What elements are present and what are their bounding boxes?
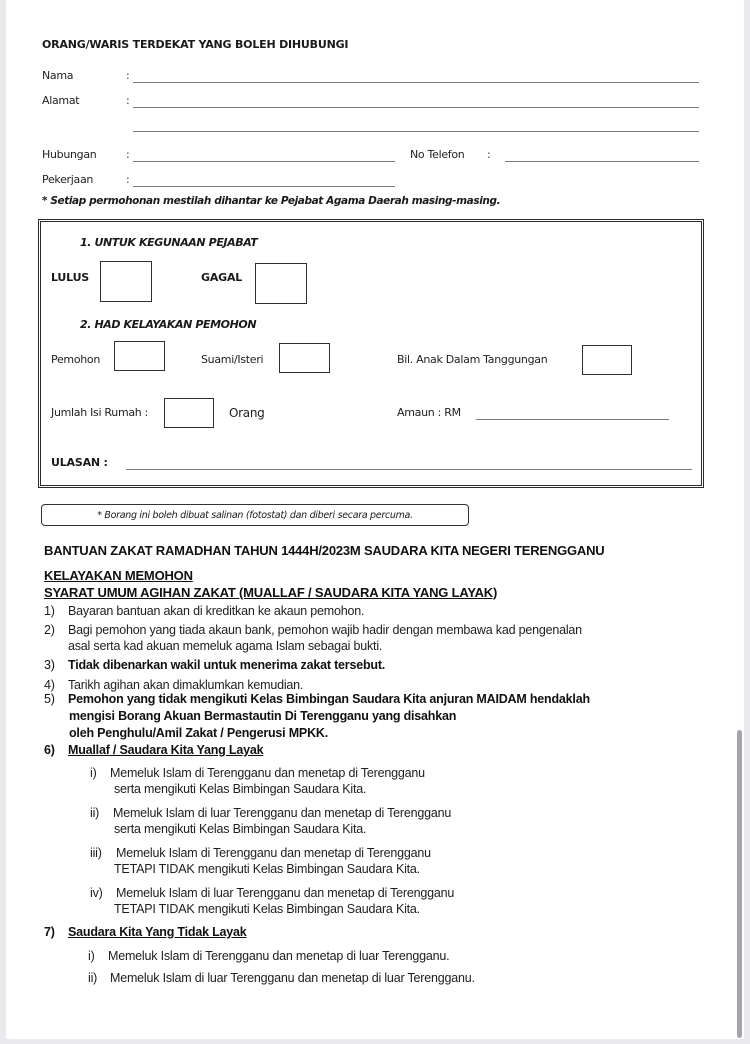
sub-item-6-ii: ii) Memeluk Islam di luar Terengganu dan menetap di Terengganu xyxy=(90,806,452,820)
sub-item-6-iii-line-2: TETAPI TIDAK mengikuti Kelas Bimbingan Saudara Kita. xyxy=(114,862,420,876)
list-item-2: 2) Bagi pemohon yang tiada akaun bank, pemohon wajib hadir dengan membawa kad pengenalan xyxy=(44,623,582,637)
alamat-field-line-2[interactable] xyxy=(133,131,699,132)
suami-isteri-box[interactable] xyxy=(279,343,330,373)
list-item-2-line-2: asal serta kad akuan memeluk agama Islam sebagai bukti. xyxy=(68,639,383,653)
contact-section-title: ORANG/WARIS TERDEKAT YANG BOLEH DIHUBUNGI xyxy=(42,38,349,51)
list-number: 5) xyxy=(44,692,55,706)
vertical-scrollbar[interactable] xyxy=(737,730,742,1038)
info-subtitle-kelayakan: KELAYAKAN MEMOHON xyxy=(44,568,193,583)
bil-anak-box[interactable] xyxy=(582,345,632,375)
document-page xyxy=(6,0,744,1039)
list-item-5: 5) Pemohon yang tidak mengikuti Kelas Bimbingan Saudara Kita anjuran MAIDAM hendaklah xyxy=(44,692,590,706)
orang-label: Orang xyxy=(229,406,265,420)
list-number: 3) xyxy=(44,658,55,672)
list-number: 7) xyxy=(44,925,55,939)
colon: : xyxy=(126,148,130,161)
list-number: 1) xyxy=(44,604,55,618)
list-item-1: 1) Bayaran bantuan akan di kreditkan ke akaun pemohon. xyxy=(44,604,365,618)
list-number: 6) xyxy=(44,743,55,757)
lulus-checkbox[interactable] xyxy=(100,261,152,302)
nama-field[interactable] xyxy=(133,82,699,83)
no-telefon-label: No Telefon xyxy=(410,148,465,161)
list-item-6-heading: 6) Muallaf / Saudara Kita Yang Layak xyxy=(44,743,264,757)
jumlah-isi-rumah-box[interactable] xyxy=(164,398,214,428)
pekerjaan-field[interactable] xyxy=(133,186,395,187)
info-title: BANTUAN ZAKAT RAMADHAN TAHUN 1444H/2023M SAUDARA KITA NEGERI TERENGGANU xyxy=(44,543,605,558)
nama-label: Nama xyxy=(42,69,74,82)
amaun-field[interactable] xyxy=(476,419,669,420)
sub-item-7-i: i) Memeluk Islam di Terengganu dan menetap di luar Terengganu. xyxy=(88,949,450,963)
suami-isteri-label: Suami/Isteri xyxy=(201,353,264,366)
section1-title: 1. UNTUK KEGUNAAN PEJABAT xyxy=(80,236,258,249)
no-telefon-field[interactable] xyxy=(505,161,699,162)
sub-item-6-i-line-2: serta mengikuti Kelas Bimbingan Saudara Kita. xyxy=(114,782,367,796)
gagal-label: GAGAL xyxy=(201,271,243,284)
sub-item-6-i: i) Memeluk Islam di Terengganu dan menetap di Terengganu xyxy=(90,766,425,780)
sub-item-6-iv: iv) Memeluk Islam di luar Terengganu dan menetap di Terengganu xyxy=(90,886,455,900)
list-number: 4) xyxy=(44,678,55,692)
list-item-4: 4) Tarikh agihan akan dimaklumkan kemudian. xyxy=(44,678,304,692)
copy-note-box xyxy=(41,504,469,526)
submission-note: * Setiap permohonan mestilah dihantar ke Pejabat Agama Daerah masing-masing. xyxy=(42,195,501,207)
gagal-checkbox[interactable] xyxy=(255,263,307,304)
pemohon-label: Pemohon xyxy=(51,353,101,366)
list-number: 2) xyxy=(44,623,55,637)
colon: : xyxy=(126,173,130,186)
list-item-7-heading: 7) Saudara Kita Yang Tidak Layak xyxy=(44,925,247,939)
sub-item-6-ii-line-2: serta mengikuti Kelas Bimbingan Saudara Kita. xyxy=(114,822,367,836)
hubungan-field[interactable] xyxy=(133,161,395,162)
sub-item-6-iv-line-2: TETAPI TIDAK mengikuti Kelas Bimbingan Saudara Kita. xyxy=(114,902,420,916)
amaun-label: Amaun : RM xyxy=(397,406,461,419)
info-subtitle-syarat: SYARAT UMUM AGIHAN ZAKAT (MUALLAF / SAUDARA KITA YANG LAYAK) xyxy=(44,585,498,600)
sub-item-6-iii: iii) Memeluk Islam di Terengganu dan menetap di Terengganu xyxy=(90,846,431,860)
sub-item-7-ii: ii) Memeluk Islam di luar Terengganu dan menetap di luar Terengganu. xyxy=(88,971,475,985)
section2-title: 2. HAD KELAYAKAN PEMOHON xyxy=(80,318,257,331)
jumlah-isi-rumah-label: Jumlah Isi Rumah : xyxy=(51,406,149,419)
bil-anak-label: Bil. Anak Dalam Tanggungan xyxy=(397,353,548,366)
pekerjaan-label: Pekerjaan xyxy=(42,173,94,186)
ulasan-field[interactable] xyxy=(126,469,692,470)
list-item-3: 3) Tidak dibenarkan wakil untuk menerima zakat tersebut. xyxy=(44,658,386,672)
colon: : xyxy=(487,148,491,161)
lulus-label: LULUS xyxy=(51,271,90,284)
alamat-label: Alamat xyxy=(42,94,80,107)
copy-note-text: * Borang ini boleh dibuat salinan (fotostat) dan diberi secara percuma. xyxy=(97,509,413,521)
alamat-field-line-1[interactable] xyxy=(133,107,699,108)
colon: : xyxy=(126,69,130,82)
list-item-5-line-2: mengisi Borang Akuan Bermastautin Di Terengganu yang disahkan xyxy=(69,709,457,723)
ulasan-label: ULASAN : xyxy=(51,456,108,469)
colon: : xyxy=(126,94,130,107)
pemohon-box[interactable] xyxy=(114,341,165,371)
list-item-5-line-3: oleh Penghulu/Amil Zakat / Pengerusi MPKK. xyxy=(69,726,329,740)
hubungan-label: Hubungan xyxy=(42,148,97,161)
